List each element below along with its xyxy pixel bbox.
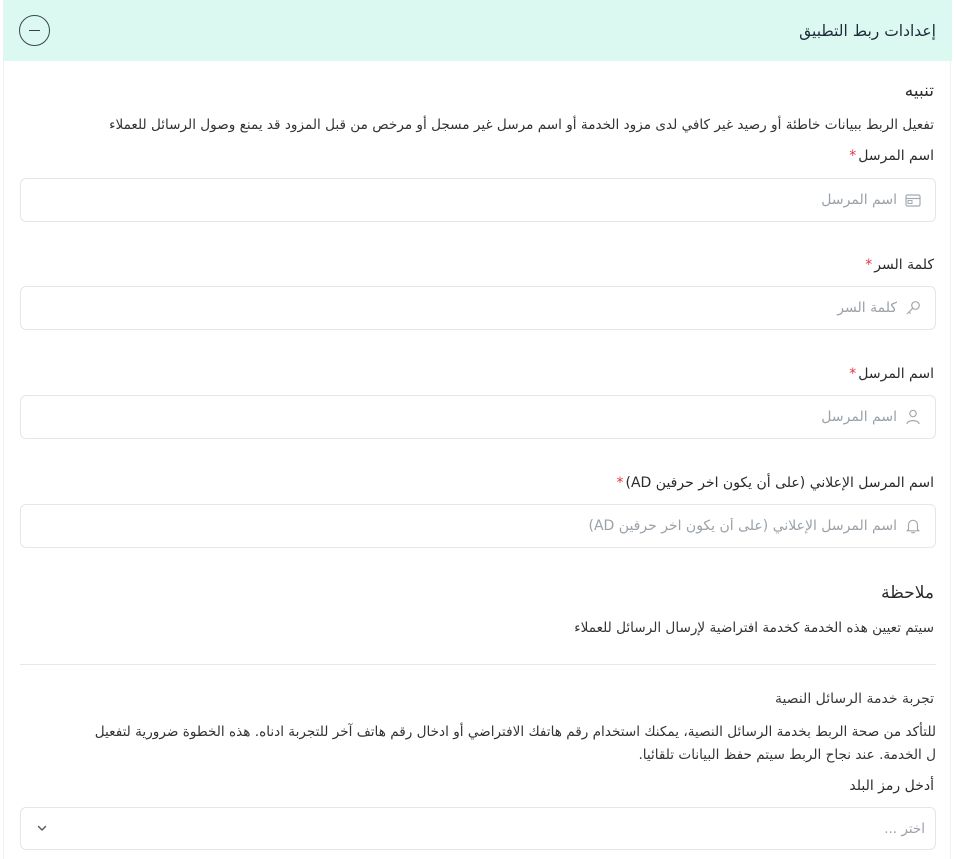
sender-name-label bbox=[849, 148, 934, 164]
app-settings-panel bbox=[3, 0, 951, 859]
sender-name-field[interactable] bbox=[20, 178, 936, 222]
panel-header[interactable] bbox=[4, 0, 952, 61]
sender-name-label-text: اسم المرسل bbox=[858, 148, 934, 164]
minus-circle-icon[interactable] bbox=[19, 15, 50, 46]
ad-sender-name-label bbox=[617, 475, 934, 491]
sms-test-description bbox=[20, 721, 936, 769]
required-mark: * bbox=[849, 148, 857, 164]
sender-name-field-2[interactable] bbox=[20, 395, 936, 439]
note-text: سيتم تعيين هذه الخدمة كخدمة افتراضية لإرسال الرسائل للعملاء bbox=[574, 620, 934, 636]
ad-sender-name-label-text: اسم المرسل الإعلاني (على أن يكون اخر حرفين AD) bbox=[625, 475, 934, 491]
alert-title: تنبيه bbox=[904, 81, 934, 101]
user-icon bbox=[905, 409, 921, 425]
password-label bbox=[865, 257, 934, 273]
required-mark: * bbox=[865, 257, 873, 273]
bell-icon bbox=[905, 518, 921, 534]
required-mark: * bbox=[616, 475, 624, 491]
panel-title: إعدادات ربط التطبيق bbox=[799, 21, 936, 40]
sms-test-line-2: ل الخدمة. عند نجاح الربط سيتم حفظ البيانات تلقائيا. bbox=[638, 747, 936, 763]
ad-sender-name-field[interactable] bbox=[20, 504, 936, 548]
key-icon bbox=[905, 300, 921, 316]
country-code-label: أدخل رمز البلد bbox=[849, 778, 934, 794]
alert-text: تفعيل الربط ببيانات خاطئة أو رصيد غير كافي لدى مزود الخدمة أو اسم مرسل غير مسجل أو مرخص من قبل المزود قد يمنع وصول الرسائل للعملاء bbox=[109, 117, 934, 133]
divider bbox=[20, 664, 936, 665]
country-code-select[interactable] bbox=[20, 807, 936, 850]
note-title: ملاحظة bbox=[881, 583, 934, 603]
ad-sender-name-input[interactable] bbox=[37, 518, 897, 534]
sms-test-line-1: للتأكد من صحة الربط بخدمة الرسائل النصية، يمكنك استخدام رقم هاتفك الافتراضي أو ادخال رقم هاتف آخر للتجربة ادناه. هذه الخطوة ضرورية لتفعيل bbox=[94, 724, 936, 740]
sender-name-input[interactable] bbox=[37, 192, 897, 208]
id-card-icon bbox=[905, 192, 921, 208]
password-label-text: كلمة السر bbox=[874, 257, 934, 273]
sms-test-title: تجربة خدمة الرسائل النصية bbox=[774, 691, 934, 707]
required-mark: * bbox=[849, 366, 857, 382]
sender-name-label-2-text: اسم المرسل bbox=[858, 366, 934, 382]
password-field[interactable] bbox=[20, 286, 936, 330]
sender-name-label-2 bbox=[849, 366, 934, 382]
password-input[interactable] bbox=[37, 300, 897, 316]
country-code-placeholder: اختر ... bbox=[884, 820, 925, 837]
chevron-down-icon bbox=[37, 824, 47, 834]
sender-name-input-2[interactable] bbox=[37, 409, 897, 425]
